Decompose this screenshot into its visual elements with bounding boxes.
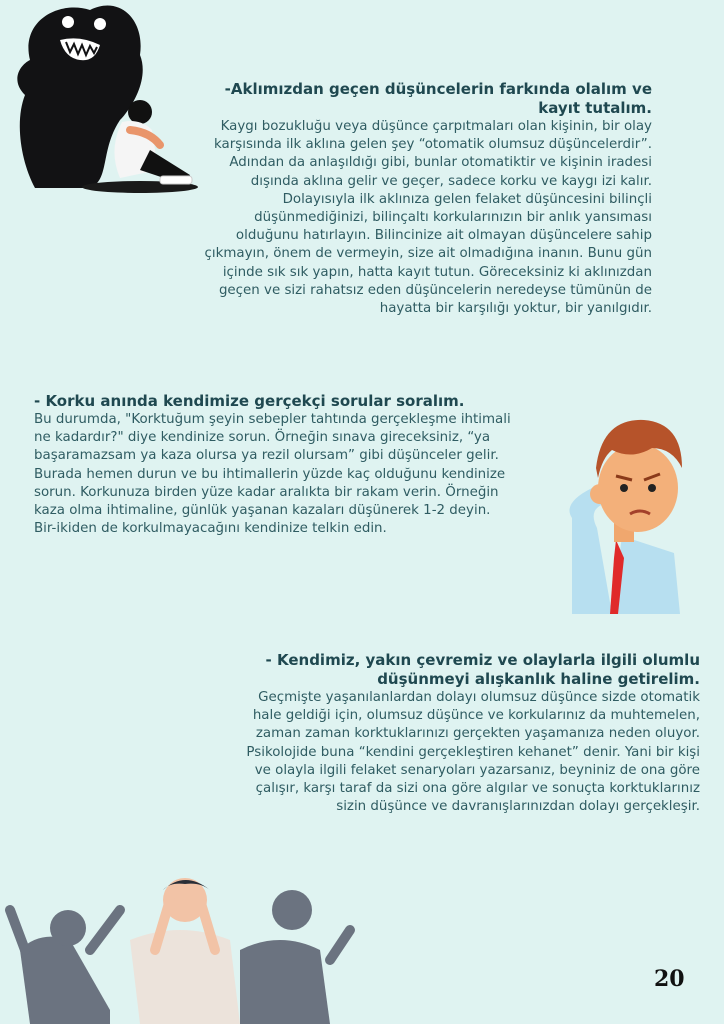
section-body: Bu durumda, "Korktuğum şeyin sebepler tahtında gerçekleşme ihtimali ne kadardır?" diye kendinize sorun. Örneğin sınava gireceksiniz, “ya başaramazsam ya kaza olursa ya rezil olursam” gibi düşünceler gelir. Burada hemen durun ve bu ihtimallerin yüzde kaç olduğunu kendinize sorun. Korkunuza birden yüze kadar aralıkta bir rakam verin. Örneğin kaza olma ihtimaline, günlük yaşanan kazaları düşünerek 1-2 deyin. Bir-ikiden de korkulmayacağını kendinize telkin edin.	[34, 412, 511, 537]
confused-man-illustration	[552, 408, 692, 616]
page-number: 20	[654, 966, 685, 992]
stressed-people-illustration	[0, 870, 360, 1024]
anxiety-monster-illustration	[0, 0, 200, 200]
tip-section-realistic-questions	[34, 392, 514, 538]
tip-section-positive-thinking	[240, 651, 700, 816]
section-heading: - Kendimiz, yakın çevremiz ve olaylarla ilgili olumlu düşünmeyi alışkanlık haline getirelim.	[265, 651, 700, 688]
section-body: Kaygı bozukluğu veya düşünce çarpıtmaları olan kişinin, bir olay karşısında ilk aklına gelen şey “otomatik olumsuz düşüncelerdir”. Adından da anlaşıldığı gibi, bunlar otomatiktir ve kişinin iradesi dışında aklına gelir ve geçer, sadece korku ve kaygı izi kalır. Dolayısıyla ilk aklınıza gelen felaket düşüncesini bilinçli düşünmediğinizi, bilinçaltı korkularınızın bir anlık yansıması olduğunu hatırlayın. Bilincinize ait olmayan düşüncelere sahip çıkmayın, önem de vermeyin, size ait olmadığına inanın. Bunu gün içinde sık sık yapın, hatta kayıt tutun. Göreceksiniz ki aklınızdan geçen ve sizi rahatsız eden düşüncelerin neredeyse tümünün de hayatta bir karşılığı yoktur, bir yanılgıdır.	[204, 119, 652, 317]
section-heading: - Korku anında kendimize gerçekçi sorular soralım.	[34, 392, 465, 410]
section-heading: -Aklımızdan geçen düşüncelerin farkında olalım ve kayıt tutalım.	[224, 80, 652, 117]
tip-section-awareness	[196, 80, 652, 318]
section-body: Geçmişte yaşanılanlardan dolayı olumsuz düşünce sizde otomatik hale geldiği için, olumsuz düşünce ve korkularınız da muhtemelen, zaman zaman korktuklarınızı gerçekten yaşamanıza neden oluyor. Psikolojide buna “kendini gerçekleştiren kehanet” denir. Yani bir kişi ve olayla ilgili felaket senaryoları yazarsanız, beyniniz de ona göre çalışır, karşı taraf da sizi ona göre algılar ve sonuçta korktuklarınız sizin düşünce ve davranışlarınızdan dolayı gerçekleşir.	[246, 690, 700, 815]
